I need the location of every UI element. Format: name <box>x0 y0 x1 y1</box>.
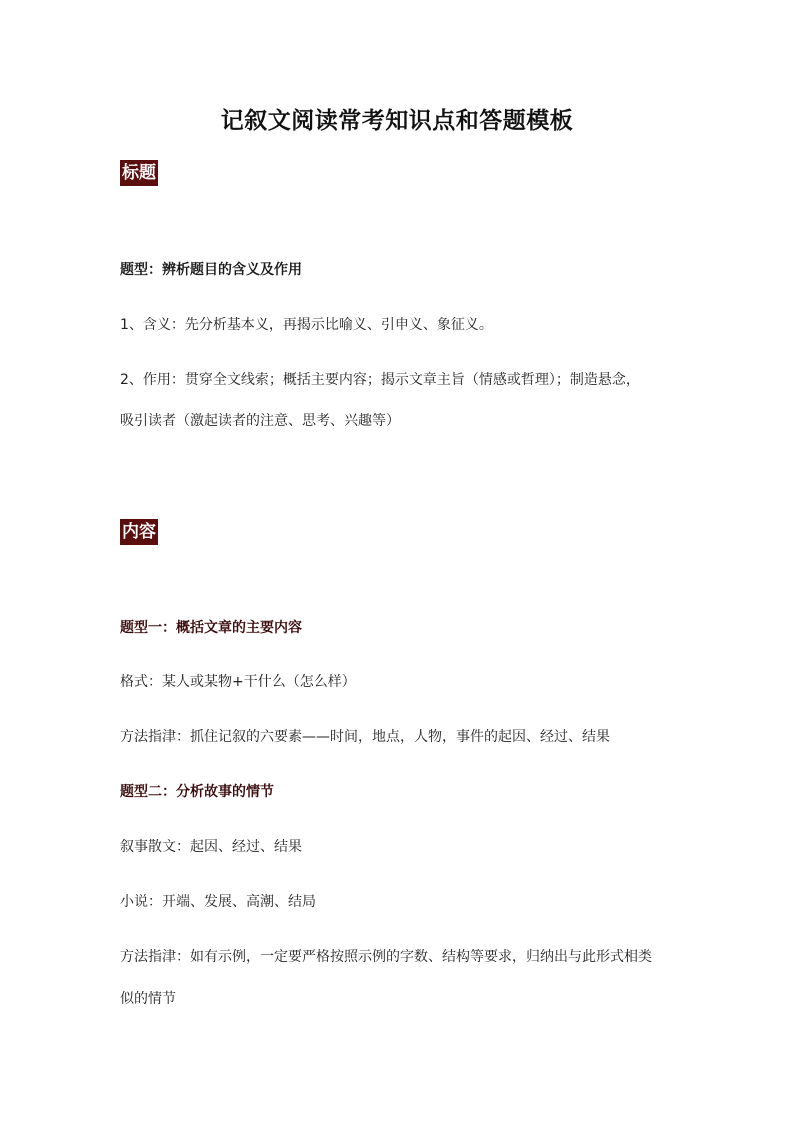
novel-line: 小说：开端、发展、高潮、结局 <box>120 894 316 910</box>
question-type-line: 题型：辨析题目的含义及作用 <box>120 262 302 278</box>
function-line-continued: 吸引读者（激起读者的注意、思考、兴趣等） <box>120 413 400 429</box>
question-type-two-line: 题型二：分析故事的情节 <box>120 784 274 800</box>
section-heading-content: 内容 <box>120 519 158 545</box>
document-title: 记叙文阅读常考知识点和答题模板 <box>220 108 574 134</box>
method-line-two: 方法指津：如有示例，一定要严格按照示例的字数、结构等要求，归纳出与此形式相类 <box>120 949 652 965</box>
format-line: 格式：某人或某物+干什么（怎么样） <box>120 674 356 690</box>
method-line-two-continued: 似的情节 <box>120 991 176 1007</box>
narrative-prose-line: 叙事散文：起因、经过、结果 <box>120 839 302 855</box>
question-type-one-line: 题型一：概括文章的主要内容 <box>120 620 302 636</box>
function-line: 2、作用：贯穿全文线索；概括主要内容；揭示文章主旨（情感或哲理）；制造悬念， <box>120 372 640 388</box>
meaning-line: 1、含义：先分析基本义，再揭示比喻义、引申义、象征义。 <box>120 317 493 333</box>
section-heading-title: 标题 <box>120 160 158 186</box>
method-line-one: 方法指津：抓住记叙的六要素——时间，地点，人物，事件的起因、经过、结果 <box>120 729 610 745</box>
